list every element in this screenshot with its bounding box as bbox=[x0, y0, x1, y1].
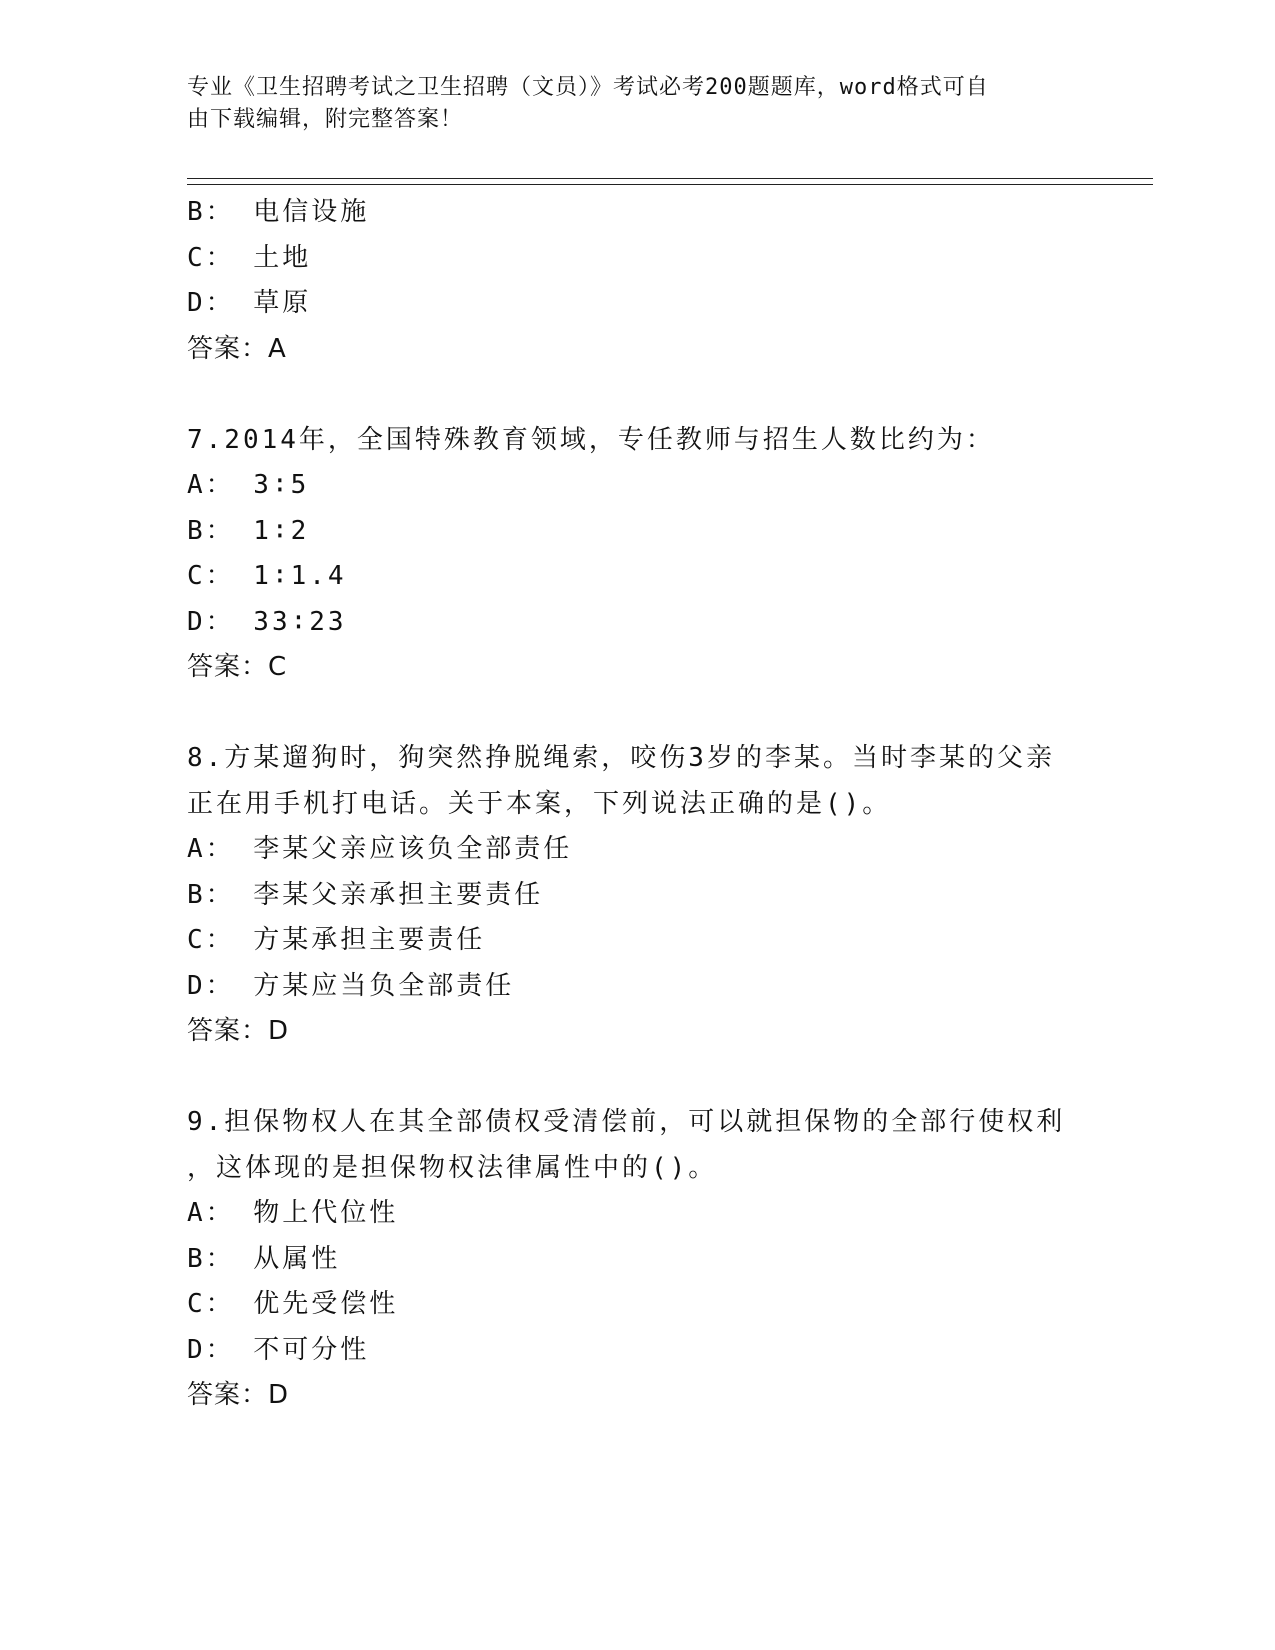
header-line-1: 专业《卫生招聘考试之卫生招聘（文员）》考试必考200题题库，word格式可自 bbox=[187, 75, 989, 100]
option-b: B： 电信设施 bbox=[187, 197, 370, 227]
option-b: B： 李某父亲承担主要责任 bbox=[187, 879, 544, 910]
option-d: D： 不可分性 bbox=[187, 1334, 370, 1365]
option-c: C： 方某承担主要责任 bbox=[187, 925, 486, 955]
option-a: A： 物上代位性 bbox=[187, 1198, 399, 1228]
option-d: D： 草原 bbox=[187, 288, 312, 318]
question-list bbox=[187, 190, 1087, 1419]
option-b: B： 从属性 bbox=[187, 1243, 341, 1274]
question-block-prev bbox=[187, 190, 1087, 372]
question-block-8 bbox=[187, 736, 1087, 1055]
option-c: C： 1∶1.4 bbox=[187, 561, 347, 591]
question-stem-line-2: 正在用手机打电话。关于本案，下列说法正确的是()。 bbox=[187, 788, 892, 819]
question-block-9 bbox=[187, 1100, 1087, 1419]
option-a: A： 李某父亲应该负全部责任 bbox=[187, 834, 573, 864]
option-c: C： 土地 bbox=[187, 242, 312, 273]
answer-line: 答案：C bbox=[187, 652, 288, 682]
question-stem-line-1: 9.担保物权人在其全部债权受清偿前，可以就担保物的全部行使权利 bbox=[187, 1107, 1066, 1137]
question-stem: 7.2014年，全国特殊教育领域，专任教师与招生人数比约为： bbox=[187, 424, 995, 455]
option-d: D： 方某应当负全部责任 bbox=[187, 970, 515, 1001]
header-line-2: 由下载编辑，附完整答案！ bbox=[187, 107, 464, 132]
option-a: A： 3∶5 bbox=[187, 470, 310, 500]
answer-line: 答案：D bbox=[187, 1016, 290, 1046]
answer-line: 答案：A bbox=[187, 333, 287, 364]
answer-line: 答案：D bbox=[187, 1380, 290, 1410]
option-c: C： 优先受偿性 bbox=[187, 1289, 399, 1319]
question-stem-line-2: ，这体现的是担保物权法律属性中的()。 bbox=[187, 1152, 718, 1183]
option-d: D： 33∶23 bbox=[187, 606, 347, 637]
header-divider bbox=[187, 178, 1153, 185]
option-b: B： 1∶2 bbox=[187, 515, 310, 546]
document-header bbox=[187, 72, 1067, 136]
question-stem-line-1: 8.方某遛狗时，狗突然挣脱绳索，咬伤3岁的李某。当时李某的父亲 bbox=[187, 743, 1055, 773]
question-block-7 bbox=[187, 418, 1087, 691]
